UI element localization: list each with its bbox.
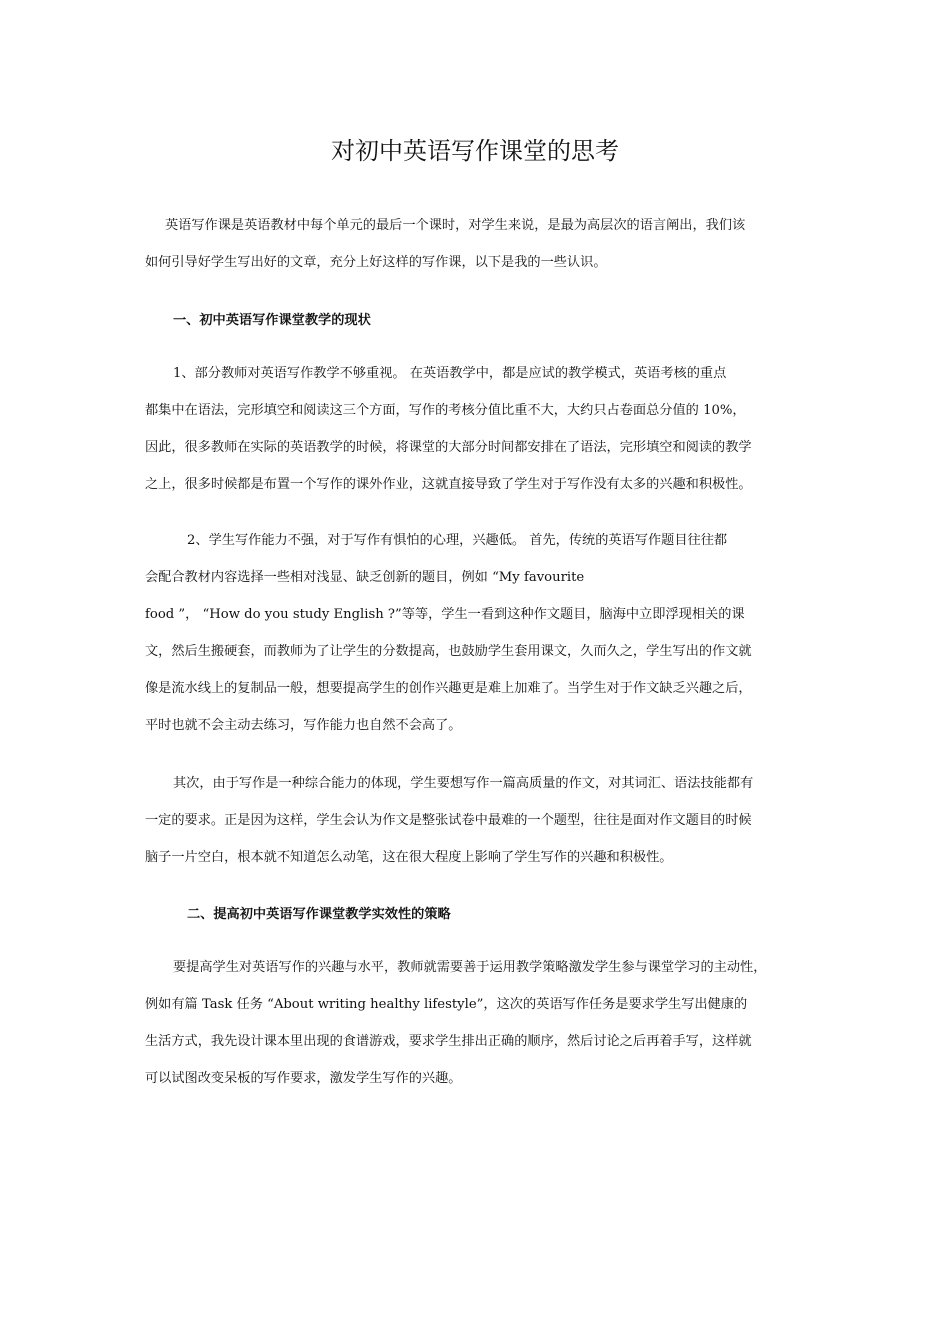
- point1-line: 因此，很多教师在实际的英语教学的时候，将课堂的大部分时间都安排在了语法，完形填空和阅读的教学: [145, 440, 752, 455]
- point3-line: 一定的要求。正是因为这样，学生会认为作文是整张试卷中最难的一个题型，往往是面对作文题目的时候: [145, 813, 752, 828]
- point2-line: food ”， “How do you study English ?”等等，学生一看到这种作文题目，脑海中立即浮现相关的课: [145, 607, 745, 622]
- point3-line: 脑子一片空白，根本就不知道怎么动笔，这在很大程度上影响了学生写作的兴趣和积极性。: [145, 850, 673, 865]
- point2-line: 会配合教材内容选择一些相对浅显、缺乏创新的题目，例如 “My favourite: [145, 570, 585, 585]
- section2-line: 生活方式，我先设计课本里出现的食谱游戏，要求学生排出正确的顺序，然后讨论之后再着手写，这样就: [145, 1034, 752, 1049]
- point2-line: 2、学生写作能力不强，对于写作有惧怕的心理，兴趣低。 首先，传统的英语写作题目往往都: [187, 533, 728, 548]
- section2-paragraph: [145, 949, 813, 1097]
- intro-paragraph: [145, 207, 813, 281]
- section2-line: 要提高学生对英语写作的兴趣与水平，教师就需要善于运用教学策略激发学生参与课堂学习的主动性，: [173, 960, 767, 975]
- document-title: 对初中英语写作课堂的思考: [331, 137, 619, 165]
- point1-line: 1、部分教师对英语写作教学不够重视。 在英语教学中，都是应试的教学模式，英语考核的重点: [173, 366, 727, 381]
- section1-point1: [145, 355, 813, 503]
- section1-point3: [145, 765, 813, 876]
- point2-line: 像是流水线上的复制品一般，想要提高学生的创作兴趣更是难上加难了。当学生对于作文缺乏兴趣之后，: [145, 681, 752, 696]
- section1-heading: 一、初中英语写作课堂教学的现状: [173, 313, 371, 328]
- point1-line: 都集中在语法，完形填空和阅读这三个方面，写作的考核分值比重不大，大约只占卷面总分值的 10%，: [145, 403, 746, 418]
- intro-line: 英语写作课是英语教材中每个单元的最后一个课时，对学生来说，是最为高层次的语言阐出，我们该: [165, 218, 746, 233]
- point3-line: 其次，由于写作是一种综合能力的体现，学生要想写作一篇高质量的作文，对其词汇、语法技能都有: [173, 776, 754, 791]
- section1-point2: [145, 522, 813, 744]
- point2-line: 平时也就不会主动去练习，写作能力也自然不会高了。: [145, 718, 462, 733]
- section2-heading: 二、提高初中英语写作课堂教学实效性的策略: [187, 907, 451, 922]
- intro-line: 如何引导好学生写出好的文章，充分上好这样的写作课，以下是我的一些认识。: [145, 255, 607, 270]
- point2-line: 文，然后生搬硬套，而教师为了让学生的分数提高，也鼓励学生套用课文，久而久之，学生写出的作文就: [145, 644, 752, 659]
- point1-line: 之上，很多时候都是布置一个写作的课外作业，这就直接导致了学生对于写作没有太多的兴趣和积极性。: [145, 477, 752, 492]
- section2-line: 例如有篇 Task 任务 “About writing healthy lifestyle”，这次的英语写作任务是要求学生写出健康的: [145, 997, 748, 1012]
- section2-line: 可以试图改变呆板的写作要求，激发学生写作的兴趣。: [145, 1071, 462, 1086]
